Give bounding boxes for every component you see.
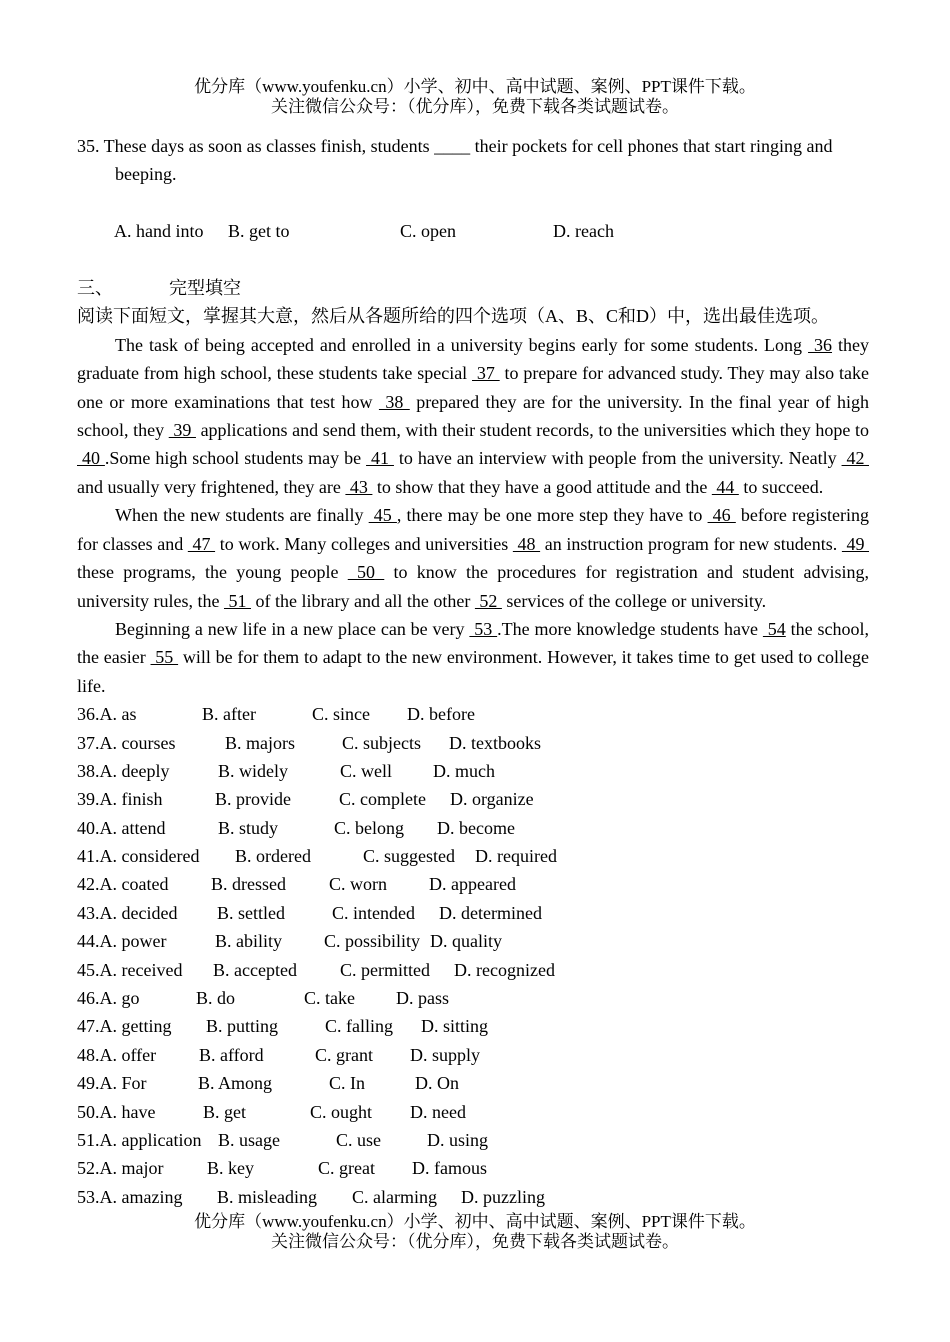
option-a: 38.A. deeply (77, 760, 170, 781)
passage-text: these programs, the young people (77, 562, 348, 583)
option-b: B. usage (218, 1129, 280, 1150)
header-line-1: 优分库（www.youfenku.cn）小学、初中、高中试题、案例、PPT课件下载。 (194, 77, 756, 96)
passage-text: before registering for classes and (77, 505, 870, 554)
option-c: C. In (329, 1073, 365, 1094)
option-b: B. dressed (211, 874, 286, 895)
passage-text: they graduate from high school, these students take special (77, 334, 869, 384)
option-b: B. ability (215, 931, 282, 952)
option-a: 43.A. decided (77, 902, 178, 923)
passage-text: to work. Many colleges and universities (215, 533, 513, 554)
option-a: 49.A. For (77, 1073, 147, 1094)
option-b: B. accepted (213, 959, 297, 980)
q35-option-c: C. open (400, 221, 456, 242)
passage-text: to have an interview with people from the university. Neatly (393, 448, 842, 469)
passage-text: to succeed. (738, 476, 824, 497)
choice-row (77, 870, 869, 898)
option-a: 47.A. getting (77, 1016, 172, 1037)
option-c: C. worn (329, 874, 387, 895)
blank-43: 43 (345, 476, 373, 497)
option-c: C. falling (325, 1016, 393, 1037)
option-c: C. great (318, 1158, 375, 1179)
choice-row (77, 1183, 869, 1211)
option-d: D. using (427, 1129, 489, 1150)
blank-53: 53 (469, 618, 498, 639)
option-c: C. take (304, 988, 355, 1009)
choice-row (77, 984, 869, 1012)
option-b: B. settled (217, 902, 285, 923)
option-a: 39.A. finish (77, 789, 163, 810)
choice-row (77, 785, 869, 813)
question-35-stem: 35. These days as soon as classes finish, students ____ their pockets for cell phones that start ringing and beeping. (77, 136, 833, 185)
option-a: 46.A. go (77, 988, 140, 1009)
passage-text: to prepare for advanced study. They may also take one or more examinations that test how (77, 363, 869, 412)
option-b: B. majors (225, 732, 295, 753)
passage-text: applications and send them, with their student records, to the universities which they hope to (195, 420, 869, 441)
option-d: D. sitting (421, 1016, 489, 1037)
option-c: C. intended (332, 902, 415, 923)
passage-text: to show that they have a good attitude and the (372, 476, 712, 497)
answer-choices-list (77, 700, 869, 1211)
option-d: D. become (437, 817, 515, 838)
option-d: D. required (475, 846, 557, 867)
choice-row (77, 1098, 869, 1126)
choice-row (77, 814, 869, 842)
passage-text: .Some high school students may be (104, 448, 367, 469)
option-c: C. permitted (340, 959, 430, 980)
blank-49: 49 (841, 533, 870, 554)
blank-54: 54 (762, 618, 786, 639)
option-d: D. before (407, 704, 475, 725)
blank-41: 41 (366, 448, 394, 469)
passage-paragraph-3 (77, 615, 869, 700)
blank-51: 51 (223, 590, 251, 611)
blank-38: 38 (378, 391, 410, 412)
option-b: B. provide (215, 789, 291, 810)
option-c: C. belong (334, 817, 404, 838)
blank-55: 55 (150, 647, 179, 668)
choice-row (77, 927, 869, 955)
option-d: D. need (410, 1101, 466, 1122)
q35-option-b: B. get to (228, 221, 290, 242)
option-c: C. alarming (352, 1186, 437, 1207)
option-d: D. famous (412, 1158, 487, 1179)
passage-text: Beginning a new life in a new place can be very (115, 618, 470, 639)
passage-text: services of the college or university. (501, 590, 767, 611)
option-c: C. ought (310, 1101, 373, 1122)
option-a: 45.A. received (77, 959, 183, 980)
header-line-2: 关注微信公众号：（优分库），免费下载各类试题试卷。 (271, 97, 679, 116)
option-d: D. organize (450, 789, 534, 810)
question-35-options (77, 189, 869, 274)
passage-text: to know the procedures for registration and student advising, university rules, the (77, 562, 870, 611)
option-b: B. putting (206, 1016, 279, 1037)
option-a: 40.A. attend (77, 817, 166, 838)
blank-44: 44 (711, 476, 739, 497)
option-b: B. misleading (217, 1186, 317, 1207)
option-a: 50.A. have (77, 1101, 156, 1122)
option-a: 37.A. courses (77, 732, 176, 753)
option-a: 53.A. amazing (77, 1186, 183, 1207)
passage-text: an instruction program for new students. (540, 533, 842, 554)
blank-46: 46 (707, 505, 736, 526)
option-b: B. study (218, 817, 279, 838)
section-instruction: 阅读下面短文，掌握其大意，然后从各题所给的四个选项（A、B、C和D）中，选出最佳选项。 (77, 306, 830, 327)
option-c: C. subjects (342, 732, 421, 753)
passage-paragraph-2 (77, 501, 869, 615)
blank-47: 47 (187, 533, 216, 554)
passage-text: prepared they are for the university. In the final year of high school, they (77, 391, 870, 441)
option-d: D. recognized (454, 959, 555, 980)
blank-45: 45 (368, 505, 397, 526)
option-d: D. quality (430, 931, 502, 952)
option-d: D. pass (396, 988, 449, 1009)
passage-text: of the library and all the other (250, 590, 475, 611)
option-b: B. Among (198, 1073, 273, 1094)
option-b: B. do (196, 988, 236, 1009)
blank-50: 50 (347, 562, 385, 583)
passage-text: the school, the easier (77, 618, 870, 668)
option-a: 51.A. application (77, 1129, 202, 1150)
option-a: 36.A. as (77, 704, 137, 725)
choice-row (77, 1012, 869, 1040)
option-a: 52.A. major (77, 1158, 164, 1179)
option-b: B. widely (218, 760, 288, 781)
document-body (77, 132, 869, 1211)
choice-row (77, 899, 869, 927)
section-heading (77, 274, 869, 302)
choice-row (77, 1041, 869, 1069)
option-b: B. key (207, 1158, 254, 1179)
option-b: B. afford (199, 1044, 264, 1065)
choice-row (77, 1126, 869, 1154)
option-c: C. possibility (324, 931, 421, 952)
option-c: C. use (336, 1129, 381, 1150)
option-b: B. after (202, 704, 256, 725)
choice-row (77, 1069, 869, 1097)
passage-text: When the new students are finally (115, 505, 369, 526)
option-b: B. ordered (235, 846, 311, 867)
passage-paragraph-1 (77, 331, 869, 501)
footer-line-1: 优分库（www.youfenku.cn）小学、初中、高中试题、案例、PPT课件下载。 (194, 1212, 756, 1231)
option-d: D. determined (439, 902, 542, 923)
choice-row (77, 700, 869, 728)
option-d: D. puzzling (461, 1186, 545, 1207)
choice-row (77, 956, 869, 984)
page-footer (0, 1212, 950, 1252)
passage-text: will be for them to adapt to the new environment. However, it takes time to get used to college life. (77, 647, 870, 696)
passage-text: , there may be one more step they have to (396, 505, 708, 526)
blank-40: 40 (77, 448, 105, 469)
option-a: 48.A. offer (77, 1044, 157, 1065)
option-d: D. supply (410, 1044, 481, 1065)
blank-52: 52 (474, 590, 502, 611)
option-c: C. since (312, 704, 370, 725)
blank-36: 36 (808, 334, 833, 355)
option-d: D. appeared (429, 874, 516, 895)
option-a: 44.A. power (77, 931, 167, 952)
page-header (0, 77, 950, 117)
passage-text: The task of being accepted and enrolled in a university begins early for some students. Long (115, 334, 809, 355)
choice-row (77, 842, 869, 870)
section-number: 三、 (77, 278, 113, 299)
blank-42: 42 (841, 448, 869, 469)
blank-37: 37 (472, 363, 500, 384)
q35-option-d: D. reach (553, 221, 614, 242)
option-d: D. much (433, 760, 495, 781)
passage-text: .The more knowledge students have (497, 618, 763, 639)
blank-48: 48 (512, 533, 541, 554)
option-a: 41.A. considered (77, 846, 200, 867)
option-a: 42.A. coated (77, 874, 169, 895)
option-c: C. complete (339, 789, 426, 810)
option-b: B. get (203, 1101, 246, 1122)
option-c: C. suggested (363, 846, 455, 867)
section-title: 完型填空 (169, 278, 241, 299)
footer-line-2: 关注微信公众号：（优分库），免费下载各类试题试卷。 (271, 1232, 679, 1251)
option-c: C. well (340, 760, 392, 781)
blank-39: 39 (168, 420, 196, 441)
choice-row (77, 729, 869, 757)
option-d: D. On (415, 1073, 459, 1094)
choice-row (77, 757, 869, 785)
q35-option-a: A. hand into (114, 221, 204, 242)
option-d: D. textbooks (449, 732, 541, 753)
option-c: C. grant (315, 1044, 373, 1065)
choice-row (77, 1154, 869, 1182)
passage-text: and usually very frightened, they are (77, 476, 346, 497)
